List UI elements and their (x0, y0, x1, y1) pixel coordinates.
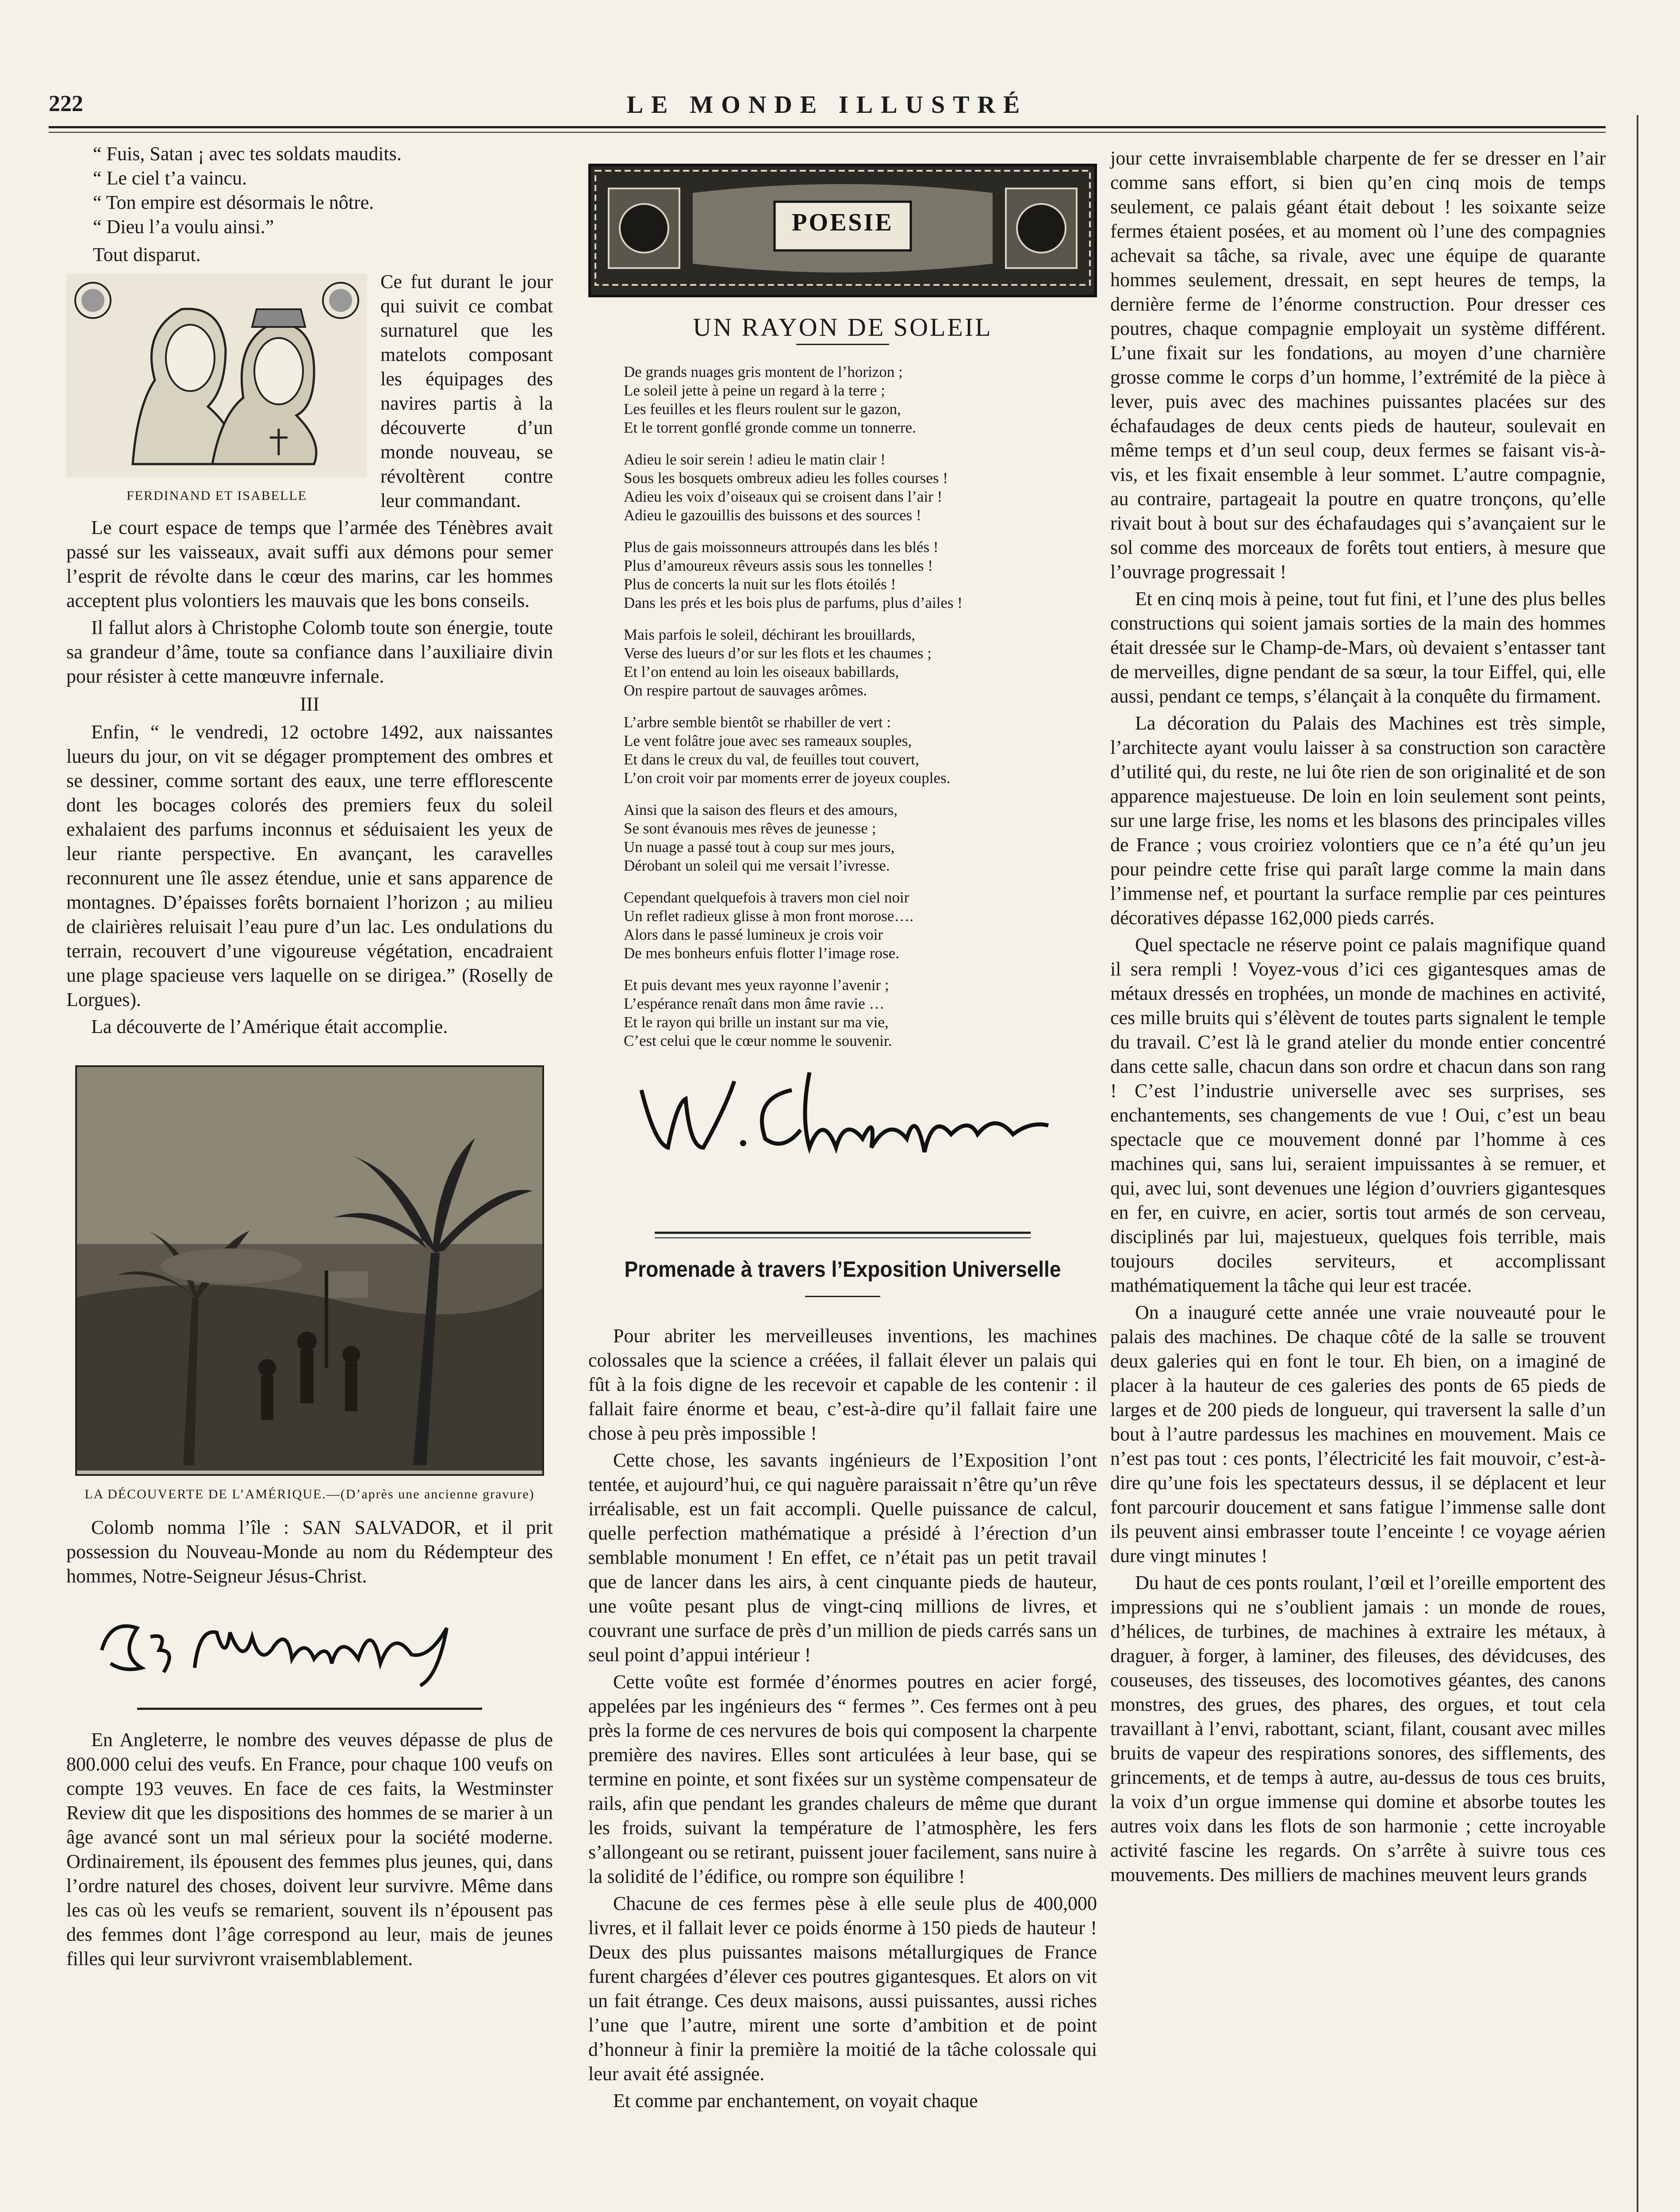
masthead: LE MONDE ILLUSTRÉ (626, 91, 1028, 119)
page-edge-rule (1637, 115, 1638, 2212)
poem-line: Cependant quelquefois à travers mon ciel noir (624, 889, 909, 906)
court-espace-paragraph: Le court espace de temps que l’armée des Ténèbres avait passé sur les vaisseaux, avait suffi aux démons pour semer l’esprit de révolte dans le cœur des marins, car les hommes acceptent plus volontiers les mauvais que les bons conseils. (66, 517, 553, 611)
poem-line: Alors dans le passé lumineux je crois voir (624, 926, 883, 943)
article-rule-thin (655, 1237, 1031, 1238)
poesie-banner (588, 164, 1097, 297)
decouverte-figure (75, 1065, 544, 1506)
massicotte-signature (93, 1601, 553, 1690)
poem-line: Plus d’amoureux rêveurs assis sous les tonnelles ! (624, 557, 933, 574)
poem-stanza (624, 976, 1097, 1050)
poem-line: Un nuage a passé tout à coup sur mes jours, (624, 838, 895, 856)
engraving-caption: LA DÉCOUVERTE DE L’AMÉRIQUE.—(D’après une ancienne gravure) (84, 1487, 535, 1502)
poem-line: Ainsi que la saison des fleurs et des amours, (624, 801, 898, 818)
poem-line: Le soleil jette à peine un regard à la terre ; (624, 382, 885, 399)
poem-line: Dans les prés et les bois plus de parfums, plus d’ailes ! (624, 594, 963, 611)
poem-line: Le vent folâtre joue avec ses rameaux souples, (624, 732, 912, 749)
poem-line: Dérobant un soleil qui me versait l’ivresse. (624, 857, 890, 874)
column-1 (66, 142, 553, 1974)
article-paragraph: Chacune de ces fermes pèse à elle seule plus de 400,000 livres, et il fallait lever ce poids énorme à 150 pieds de hauteur ! Deux des plus puissantes maisons métallurgiques de France furent chargées d’élever ces poutres gigantesques. Et alors on vit un fait étrange. Ces deux maisons, aussi puissantes, aussi riches l’une que l’autre, mirent une sorte d’ambition et de point d’honneur à finir la première la moitié de la tâche colossale qui leur avait été assignée. (588, 1893, 1097, 2085)
poesie-label: POESIE (792, 209, 894, 236)
poem-title-rule (796, 344, 889, 345)
chapman-signature (624, 1064, 1097, 1170)
poem-line: Et l’on entend au loin les oiseaux babillards, (624, 663, 899, 680)
decouverte-paragraph: La découverte de l’Amérique était accomplie. (91, 1016, 448, 1037)
header-rule (49, 126, 1606, 128)
poem-stanza (624, 450, 1097, 525)
poem-line: Et puis devant mes yeux rayonne l’avenir ; (624, 976, 889, 994)
article-paragraph: Du haut de ces ponts roulant, l’œil et l’oreille emportent des impressions qui ne s’oublient jamais : un monde de roues, d’hélices, de turbines, de machines à extraire les métaux, à draguer, à forger, à laminer, des fileuses, des dévidcuses, des couseuses, des tisseuses, des locomotives géantes, des canons monstres, des grues, des phares, des orgues, et tout cela travaillant à l’envi, rabottant, sciant, filant, cousant avec milles bruits de vapeur des respirations sonores, des sifflements, des grincements, et de temps à autre, au-dessus de tous ces bruits, la voix d’un orgue immense qui domine et absorbe toutes les autres voix dans les flots de son harmonie ; cette incroyable activité fascine les regards. On s’arrête à suivre tous ces mouvements. Des milliers de machines meuvent leurs grands (1110, 1572, 1606, 1886)
verse-line: “ Le ciel t’a vaincu. (93, 167, 247, 189)
verse-line: “ Dieu l’a voulu ainsi.” (93, 216, 274, 238)
ferdinand-figure (66, 274, 367, 508)
poem-stanza (624, 713, 1097, 787)
poem-line: Sous les bosquets ombreux adieu les folles courses ! (624, 469, 948, 487)
verse-line: “ Fuis, Satan ¡ avec tes soldats maudits. (93, 143, 402, 165)
page-header (49, 91, 1606, 122)
section-iii: III (300, 693, 319, 715)
poem-line: Un reflet radieux glisse à mon front morose…. (624, 907, 914, 925)
poem-stanza (624, 363, 1097, 437)
tout-disparut: Tout disparut. (93, 244, 201, 265)
article-title-rule (805, 1296, 880, 1297)
poem-line: Adieu le gazouillis des buissons et des sources ! (624, 507, 921, 524)
article-paragraph: On a inauguré cette année une vraie nouveauté pour le palais des machines. De chaque côté de la salle se trouvent deux galeries qui en font le tour. Eh bien, on a imaginé de placer à la hauteur de ces galeries des ponts de 65 pieds de larges et de 200 pieds de longueur, qui traversent la salle d’un bout à l’autre pardessus les machines en mouvement. Mais ce n’est pas tout : ces ponts, l’électricité les fait mouvoir, c’est-à-dire qu’une fois les spectateurs dessus, il se déplacent et leur font parcourir doucement et sans fatigue l’immense salle dont ils peuvent ainsi embrasser toute l’enceinte ! ce voyage aérien dure vingt minutes ! (1110, 1302, 1606, 1567)
poem-title: UN RAYON DE SOLEIL (693, 313, 993, 342)
page-number: 222 (49, 91, 83, 116)
satan-verse (93, 142, 553, 239)
poem-stanza (624, 626, 1097, 700)
poem-line: De mes bonheurs enfuis flotter l’image rose. (624, 945, 900, 962)
fallut-paragraph: Il fallut alors à Christophe Colomb toute son énergie, toute sa grandeur d’âme, toute sa confiance dans l’auxiliaire divin pour résister à cette manœuvre infernale. (66, 617, 553, 687)
poem-line: C’est celui que le cœur nomme le souvenir. (624, 1032, 892, 1049)
article-paragraph: La décoration du Palais des Machines est très simple, l’architecte ayant voulu laisser à sa construction son caractère d’utilité qui, du reste, ne lui ôte rien de son originalité et de son apparence majestueuse. De loin en loin seulement sont peints, sur une large frise, les noms et les blasons des principales villes de France ; vous croiriez volontiers que ce n’a été qu’un jeu pour peindre cette frise qui paraît large comme la main dans l’immense nef, et pourtant la surface remplie par ces peintures décoratives dépasse 162,000 pieds carrés. (1110, 712, 1606, 929)
poem-line: L’on croit voir par moments errer de joyeux couples. (624, 769, 951, 787)
poem-line: Verse des lueurs d’or sur les flots et les chaumes ; (624, 645, 932, 662)
ferdinand-isabelle-portrait (66, 274, 367, 477)
verse-line: “ Ton empire est désormais le nôtre. (93, 192, 374, 213)
article-paragraph: Pour abriter les merveilleuses inventions, les machines colossales que la science a créées, il fallait élever un palais qui fût à la fois digne de les recevoir et capable de les contenir : il fallait faire énorme et beau, c’est-à-dire qu’il fallait faire une chose à peu près impossible ! (588, 1325, 1097, 1444)
poem-line: Se sont évanouis mes rêves de jeunesse ; (624, 820, 876, 837)
poem-line: Et le torrent gonflé gronde comme un tonnerre. (624, 419, 916, 436)
poem-stanza (624, 888, 1097, 963)
article-paragraph: Et comme par enchantement, on voyait chaque (613, 2090, 978, 2112)
poem-line: Mais parfois le soleil, déchirant les brouillards, (624, 626, 916, 643)
poem-line: Plus de concerts la nuit sur les flots étoilés ! (624, 576, 896, 593)
poem-stanza (624, 538, 1097, 612)
poem-line: L’arbre semble bientôt se rhabiller de vert : (624, 714, 891, 731)
ferdinand-caption: FERDINAND ET ISABELLE (126, 488, 307, 503)
article-paragraph: jour cette invraisemblable charpente de fer se dresser en l’air comme sans effort, si bien qu’en cinq mois de temps seulement, ce palais géant était debout ! les soixante seize fermes étaient posées, et au moment où l’une des compagnies achevait sa tâche, sa rivale, avec une équipe de quarante hommes seulement, dressait, en sept heures de temps, la dernière ferme de l’énorme construction. Pour dresser ces poutres, chaque compagnie employait un système différent. L’une fixait sur les fondations, au moyen d’une charnière grosse comme le corps d’un homme, l’extrémité de la pièce à lever, puis avec des machines puissantes placées sur des échafaudages de deux cents pieds de hauteur, soulevait en même temps et d’un seul coup, deux fermes se faisant vis-à-vis, et les fixait ensemble à leur sommet. L’autre compagnie, au contraire, partageait la poutre en quatre tronçons, qu’elle rivait bout à bout sur des échafaudages qui s’avançaient sur le sol comme des morceaux de forêts tout entiers, à mesure que l’ouvrage progressait ! (1110, 147, 1606, 583)
article-paragraph: Cette chose, les savants ingénieurs de l’Exposition l’ont tentée, et aujourd’hui, ce qui naguère paraissait n’être qu’un rêve irréalisable, est un fait accompli. Quelle puissance de calcul, quelle perfection mathématique a présidé à l’érection d’un semblable monument ! En effet, ce n’était pas un petit travail que de lancer dans les airs, à cent cinquante pieds de hauteur, une voûte pesant plus de vingt-cinq millions de livres, et couvrant une surface de près d’un million de pieds carrés sans un seul point d’appui intérieur ! (588, 1449, 1097, 1666)
decouverte-engraving (75, 1065, 544, 1476)
article-title: Promenade à travers l’Exposition Universelle (624, 1257, 1061, 1282)
poem-line: Adieu les voix d’oiseaux qui se croisent dans l’air ! (624, 488, 943, 505)
column-3 (1110, 146, 1606, 1889)
poem-line: L’espérance renaît dans mon âme ravie … (624, 995, 885, 1012)
poem-line: Les feuilles et les fleurs roulent sur le gazon, (624, 400, 901, 418)
angleterre-paragraph: En Angleterre, le nombre des veuves dépasse de plus de 800.000 celui des veufs. En France, pour chaque 100 veufs on compte 193 veuves. En face de ces faits, la Westminster Review dit que les dispositions des hommes de se marier à un âge avancé sont un mal sérieux pour la société moderne. Ordinairement, ils épousent des femmes plus jeunes, qui, dans l’ordre naturel des choses, doivent leur survivre. Même dans les cas où les veufs se remarient, souvent ils n’épousent pas des femmes dont l’âge correspond au leur, mais de jeunes filles qui leur survivront vraisemblablement. (66, 1729, 553, 1970)
combat-paragraph: Ce fut durant le jour qui suivit ce combat surnaturel que les matelots composant les équipages des navires partis à la découverte d’un monde nouveau, se révoltèrent contre leur commandant. (380, 271, 553, 511)
poem-line: Et le rayon qui brille un instant sur ma vie, (624, 1014, 889, 1031)
column-2 (588, 164, 1097, 2116)
header-rule-thin (49, 132, 1606, 133)
poem-line: Plus de gais moissonneurs attroupés dans les blés ! (624, 538, 939, 556)
article-paragraph: Quel spectacle ne réserve point ce palais magnifique quand il sera rempli ! Voyez-vous d’ici ces gigantesques amas de métaux dressés en trophées, un monde de machines en activité, ces mille bruits qui s’élèvent de toutes parts signalent le temple du travail. C’est là le grand atelier du monde entier concentré dans cette salle, chacun dans son ordre et chacun dans son rang ! C’est l’industrie universelle avec ses surprises, ses enchantements, ses changements de vue ! Oui, c’est un beau spectacle que ce mouvement donné par l’homme à ces machines qui, sans lui, seraient impuissantes à se remuer, et qui, avec lui, sont devenues une légion d’ouvriers gigantesques en fer, en cuivre, en acier, sortis tout armés de son cerveau, disciplinés par lui, majestueux, quelques fois terrible, mais toujours dociles serviteurs, et accomplissant mathématiquement la tâche qui leur est tracée. (1110, 934, 1606, 1296)
poem-stanza (624, 801, 1097, 875)
colomb-paragraph: Colomb nomma l’île : SAN SALVADOR, et il prit possession du Nouveau-Monde au nom du Rédempteur des hommes, Notre-Seigneur Jésus-Christ. (66, 1517, 553, 1587)
enfin-paragraph: Enfin, “ le vendredi, 12 octobre 1492, aux naissantes lueurs du jour, on vit se dégager promptement des ombres et se dessiner, comme sortant des eaux, une terre efflorescente dont les bocages colorés des premiers feux du soleil exhalaient des parfums inconnus et séduisaient les yeux de leur riante perspective. En avançant, les caravelles reconnurent une île assez étendue, unie et sans apparence de montagnes. D’épaisses forêts bornaient l’horizon ; au milieu de clairières reluisait l’eau pure d’un lac. Les ondulations du terrain, recouvert d’une vigoureuse végétation, encadraient une plage spacieuse vers laquelle on se dirigea.” (Roselly de Lorgues). (66, 721, 553, 1010)
article-rule (655, 1232, 1031, 1234)
poem-line: De grands nuages gris montent de l’horizon ; (624, 363, 903, 380)
article-paragraph: Et en cinq mois à peine, tout fut fini, et l’une des plus belles constructions qui soient jamais sorties de la main des hommes était dressée sur le Champ-de-Mars, où devaient s’entasser tant de merveilles, digne pendant de sa sœur, la tour Eiffel, qui, elle aussi, pendant ce temps, s’élançait à la conquête du firmament. (1110, 588, 1606, 707)
article-paragraph: Cette voûte est formée d’énormes poutres en acier forgé, appelées par les ingénieurs des “ fermes ”. Ces fermes ont à peu près la forme de ces nervures de bois qui composent la charpente première des navires. Elles sont articulées à leur base, qui se termine en pointe, et sont fixées sur un système compensateur de rails, afin que pendant les grandes chaleurs de même que durant les froids, suivant la température de l’atmosphère, les fers s’allongeant ou se retirant, puissent jouer facilement, sans nuire à la solidité de l’édifice, ou rompre son équilibre ! (588, 1671, 1097, 1887)
divider (137, 1708, 482, 1710)
poem-line: Et dans le creux du val, de feuilles tout couvert, (624, 751, 919, 768)
poem-line: On respire partout de sauvages arômes. (624, 682, 867, 699)
poem-line: Adieu le soir serein ! adieu le matin clair ! (624, 451, 886, 468)
